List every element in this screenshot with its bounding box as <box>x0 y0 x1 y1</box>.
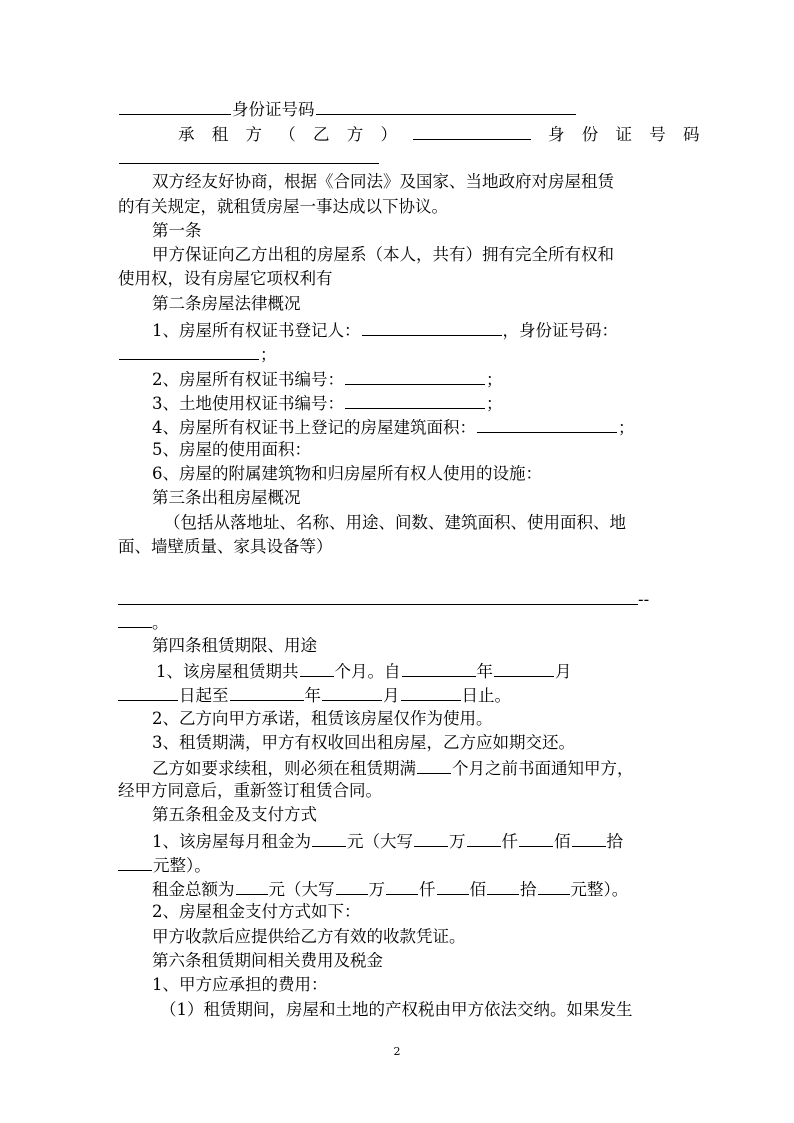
blank-field[interactable] <box>494 658 554 677</box>
line-lessee: 承 租 方 （ 乙 方 ） 身 份 证 号 码 <box>118 121 678 145</box>
paragraph: （包括从落地址、名称、用途、间数、建筑面积、使用面积、地 <box>164 513 626 532</box>
blank-field[interactable] <box>322 682 382 701</box>
blank-field[interactable] <box>477 414 617 433</box>
blank-field[interactable] <box>417 755 451 774</box>
clause-line: 1、该房屋每月租金为 元（大写 万 仟 佰 拾 <box>118 828 678 852</box>
blank-field[interactable] <box>414 828 448 847</box>
blank-field[interactable] <box>538 876 570 895</box>
blank-field[interactable] <box>572 828 606 847</box>
blank-field[interactable] <box>119 145 379 164</box>
article-heading: 第一条 <box>152 221 202 240</box>
clause-line: （1）租赁期间，房屋和土地的产权税由甲方依法交纳。如果发生 <box>160 1000 633 1019</box>
blank-field[interactable] <box>362 317 502 336</box>
clause-line: 4、房屋所有权证书上登记的房屋建筑面积： ； <box>118 414 678 438</box>
blank-field[interactable] <box>437 876 469 895</box>
clause-line: 2、乙方向甲方承诺，租赁该房屋仅作为使用。 <box>152 709 493 728</box>
long-blank-line: -- <box>118 586 678 610</box>
article-heading: 第六条租赁期间相关费用及税金 <box>152 951 383 970</box>
line-blank <box>118 145 678 169</box>
blank-field[interactable] <box>236 876 268 895</box>
blank-field[interactable] <box>413 121 531 140</box>
blank-field[interactable] <box>312 828 346 847</box>
blank-field[interactable] <box>345 390 485 409</box>
clause-line: 1、房屋所有权证书登记人： ，身份证号码： <box>118 317 678 341</box>
clause-line: 2、房屋所有权证书编号： ； <box>118 366 678 390</box>
clause-line: 3、租赁期满，甲方有权收回出租房屋，乙方应如期交还。 <box>152 733 575 752</box>
blank-field[interactable] <box>401 682 461 701</box>
clause-line: 2、房屋租金支付方式如下： <box>152 902 361 921</box>
blank-field[interactable] <box>467 828 501 847</box>
blank-field[interactable] <box>118 682 178 701</box>
clause-line: 1、该房屋租赁期共 个月。自 年 月 <box>118 658 678 682</box>
blank-field[interactable] <box>402 658 476 677</box>
clause-line: 日起至 年 月 日止。 <box>118 682 678 706</box>
article-heading: 第五条租金及支付方式 <box>152 805 317 824</box>
blank-field[interactable] <box>336 876 368 895</box>
clause-line: 。 <box>118 609 678 633</box>
blank-field[interactable] <box>345 366 485 385</box>
blank-field[interactable] <box>118 609 152 628</box>
clause-line: 6、房屋的附属建筑物和归房屋所有权人使用的设施： <box>152 464 542 483</box>
clause-line: 1、甲方应承担的费用： <box>152 975 328 994</box>
clause-line: 甲方收款后应提供给乙方有效的收款凭证。 <box>152 927 466 946</box>
paragraph: 面、墙壁质量、家具设备等） <box>118 537 333 556</box>
paragraph: 使用权，设有房屋它项权利有 <box>118 269 333 288</box>
clause-line: ； <box>118 341 678 365</box>
paragraph: 甲方保证向乙方出租的房屋系（本人，共有）拥有完全所有权和 <box>152 245 614 264</box>
paragraph-intro: 的有关规定，就租赁房屋一事达成以下协议。 <box>118 197 448 216</box>
clause-line: 元整）。 <box>118 852 678 876</box>
clause-line: 乙方如要求续租，则必须在租赁期满 个月之前书面通知甲方， <box>118 755 678 779</box>
blank-field[interactable] <box>386 876 418 895</box>
blank-field[interactable] <box>230 682 304 701</box>
blank-field[interactable] <box>118 852 152 871</box>
clause-line: 3、土地使用权证书编号： ； <box>118 390 678 414</box>
article-heading: 第三条出租房屋概况 <box>152 488 301 507</box>
blank-field[interactable] <box>487 876 519 895</box>
blank-field[interactable] <box>119 96 231 115</box>
clause-line: 5、房屋的使用面积： <box>152 440 311 459</box>
blank-field[interactable] <box>316 96 576 115</box>
article-heading: 第四条租赁期限、用途 <box>152 636 317 655</box>
line-id-number: 身份证号码 <box>118 96 678 120</box>
clause-line: 租金总额为 元（大写 万 仟 佰 拾 元整）。 <box>118 876 678 900</box>
page-number: 2 <box>393 1045 401 1058</box>
blank-field[interactable] <box>519 828 553 847</box>
blank-field[interactable] <box>118 586 638 605</box>
blank-field[interactable] <box>119 341 259 360</box>
clause-line: 经甲方同意后，重新签订租赁合同。 <box>118 781 382 800</box>
blank-field[interactable] <box>300 658 334 677</box>
article-heading: 第二条房屋法律概况 <box>152 294 301 313</box>
paragraph-intro: 双方经友好协商，根据《合同法》及国家、当地政府对房屋租赁 <box>152 172 614 191</box>
